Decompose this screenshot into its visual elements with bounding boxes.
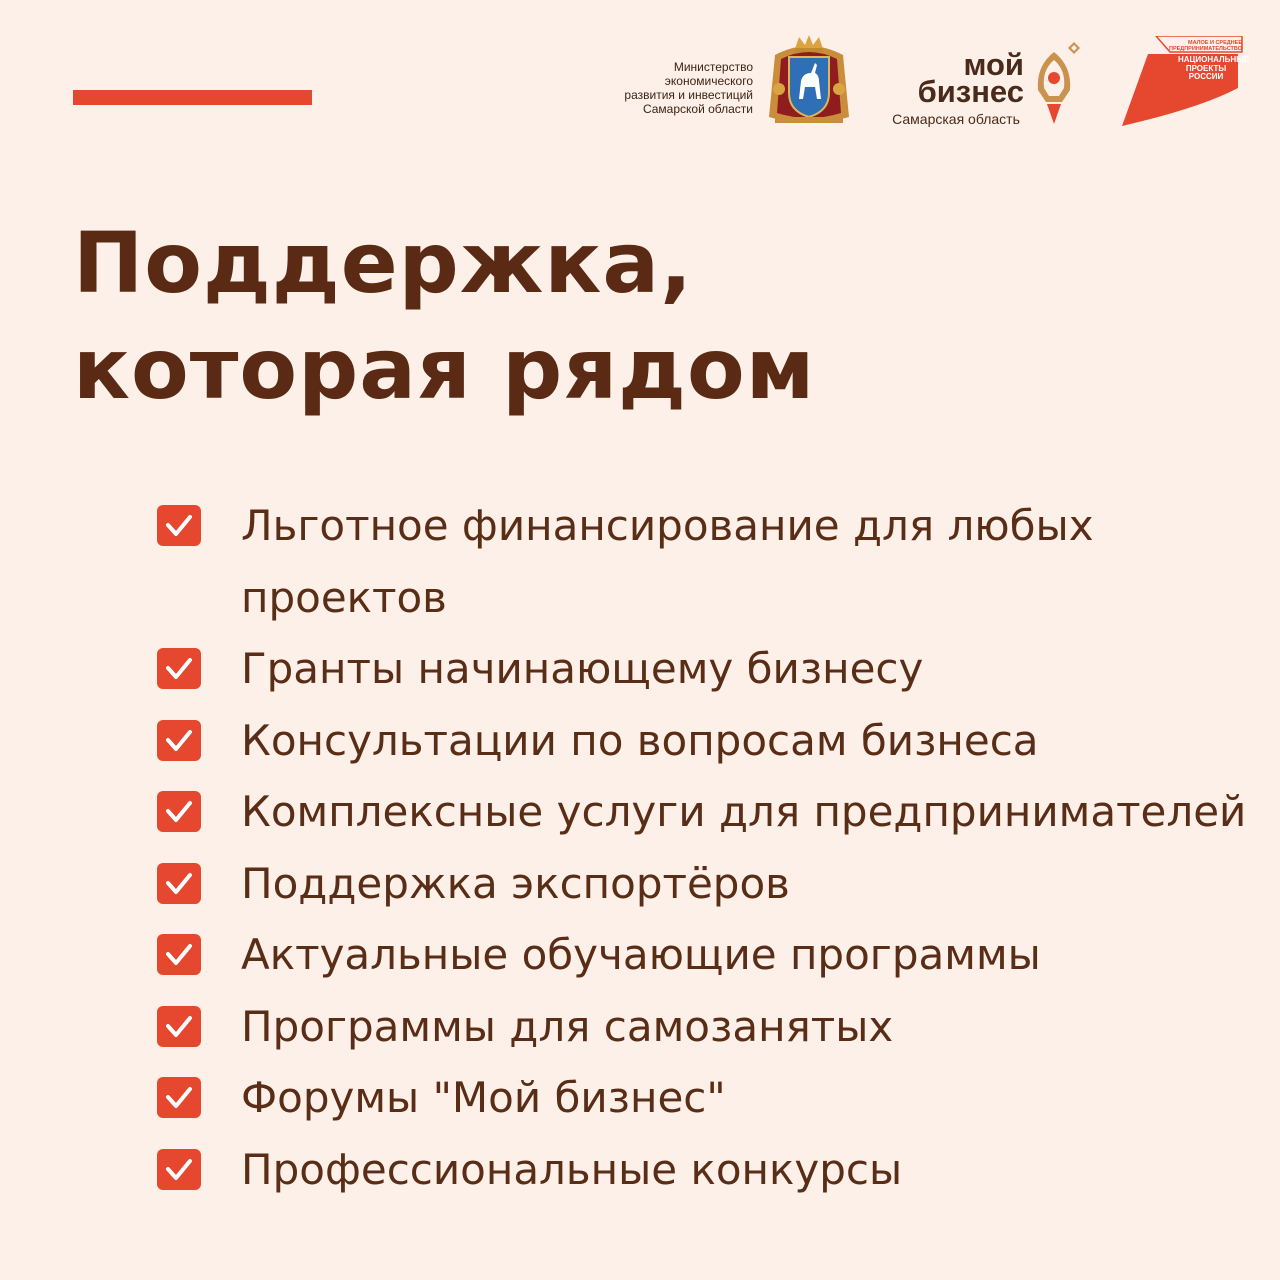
- rocket-pin-icon: [1032, 36, 1084, 128]
- list-item: [157, 919, 1267, 991]
- list-item-label: Консультации по вопросам бизнеса: [241, 715, 1039, 765]
- list-item-label: Профессиональные конкурсы: [241, 1144, 903, 1194]
- list-item: [157, 776, 1267, 848]
- national-projects-subtitle: [1162, 40, 1242, 52]
- ministry-name: [553, 60, 753, 116]
- brand-region: Самарская область: [892, 111, 1020, 127]
- feature-list: [157, 490, 1267, 1205]
- list-item: [157, 633, 1267, 705]
- list-item-label: Комплексные услуги для предпринимателей: [241, 787, 1247, 836]
- accent-bar: [73, 90, 312, 105]
- list-item-label: Поддержка экспортёров: [241, 858, 790, 908]
- checkbox-checked-icon: [157, 720, 201, 761]
- list-item: [157, 991, 1267, 1063]
- page-title-line1: Поддержка,: [73, 214, 693, 312]
- checkbox-checked-icon: [157, 1077, 201, 1118]
- list-item: [157, 705, 1267, 777]
- ministry-line: Министерство: [673, 60, 753, 74]
- checkbox-checked-icon: [157, 934, 201, 975]
- brand-word-moi: мой: [963, 47, 1024, 82]
- page-title-line2: которая рядом: [73, 320, 816, 418]
- checkbox-checked-icon: [157, 791, 201, 832]
- np-top-line: МАЛОЕ И СРЕДНЕЕ: [1188, 40, 1242, 46]
- list-item-label: Гранты начинающему бизнесу: [241, 644, 924, 693]
- checkbox-checked-icon: [157, 505, 201, 546]
- list-item-label: Программы для самозанятых: [241, 1001, 894, 1051]
- list-item: [157, 490, 1267, 633]
- moi-biznes-logo: [890, 47, 1030, 128]
- list-item: [157, 848, 1267, 920]
- page-title: [73, 210, 815, 422]
- np-main-line: ПРОЕКТЫ: [1185, 63, 1227, 73]
- np-top-line: ПРЕДПРИНИМАТЕЛЬСТВО: [1169, 46, 1242, 52]
- checkbox-checked-icon: [157, 648, 201, 689]
- np-main-line: РОССИИ: [1188, 72, 1224, 81]
- checkbox-checked-icon: [157, 1006, 201, 1047]
- list-item: [157, 1062, 1267, 1134]
- samara-coat-of-arms-logo: [765, 33, 853, 129]
- checkbox-checked-icon: [157, 863, 201, 904]
- list-item-label: Форумы "Мой бизнес": [241, 1073, 726, 1122]
- np-main-line: НАЦИОНАЛЬНЫЕ: [1178, 55, 1250, 64]
- national-projects-title: [1178, 55, 1250, 82]
- ministry-line: экономического: [664, 74, 753, 88]
- ministry-line: развития и инвестиций: [624, 88, 753, 102]
- ministry-line: Самарской области: [642, 102, 753, 116]
- brand-word-biznes: бизнес: [917, 74, 1024, 109]
- list-item-label: Льготное финансирование для любых проектов: [241, 501, 1094, 622]
- list-item: [157, 1134, 1267, 1206]
- checkbox-checked-icon: [157, 1149, 201, 1190]
- list-item-label: Актуальные обучающие программы: [241, 930, 1041, 979]
